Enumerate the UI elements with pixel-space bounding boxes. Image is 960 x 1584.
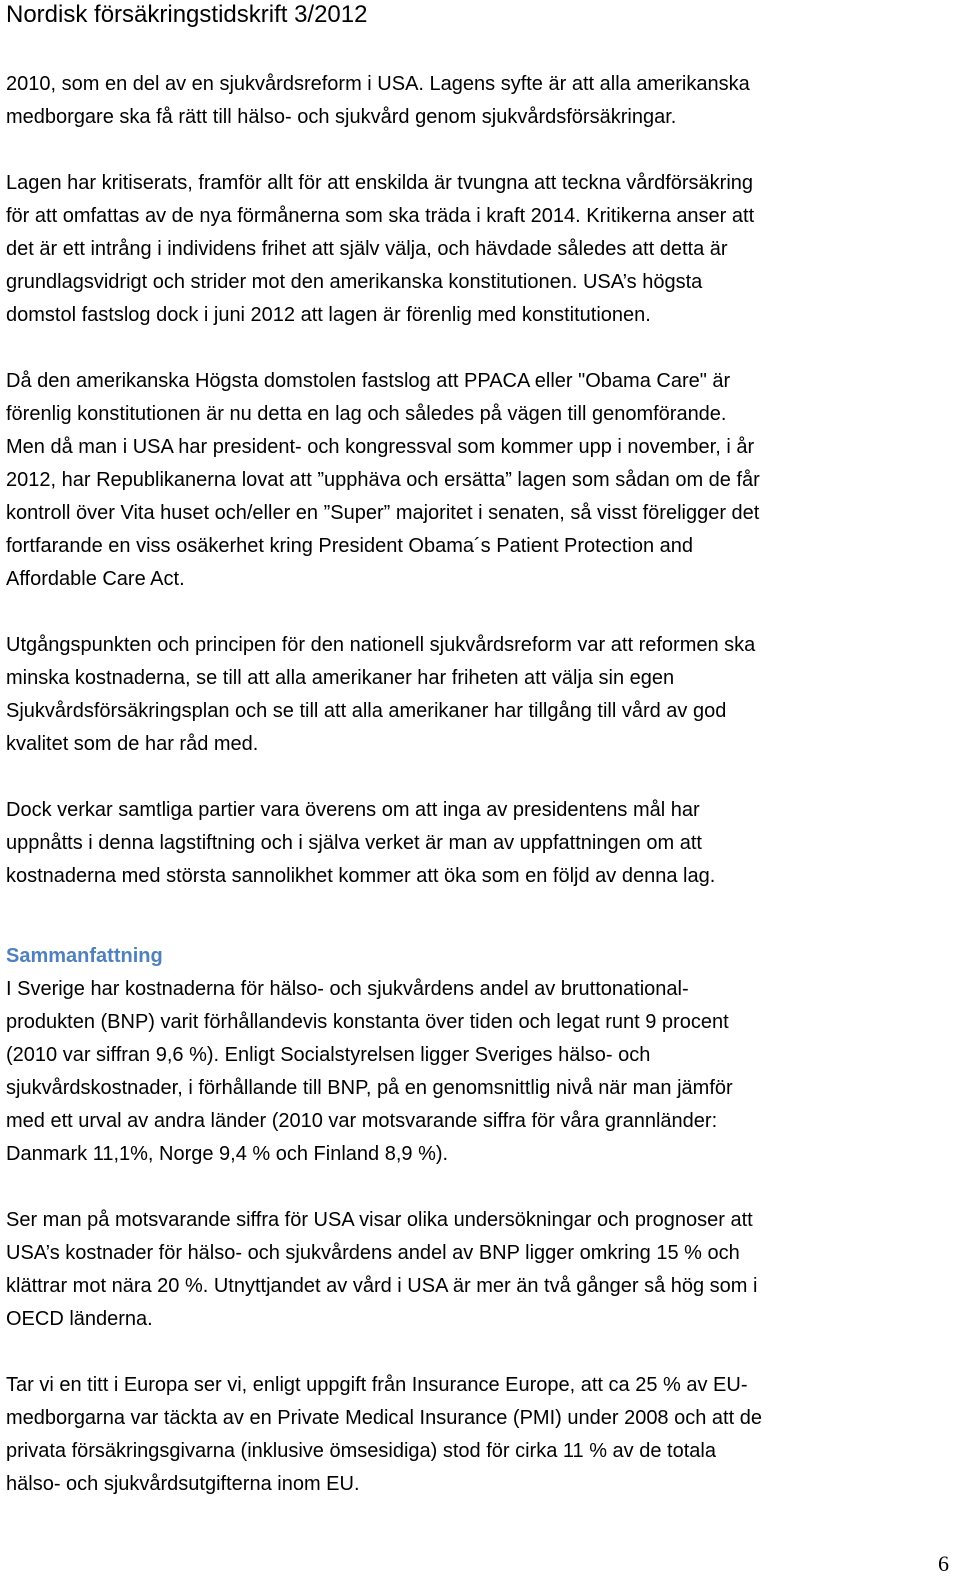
text-line: medborgare ska få rätt till hälso- och sjukvård genom sjukvårdsförsäkringar.	[6, 106, 677, 128]
text-line: fortfarande en viss osäkerhet kring President Obama´s Patient Protection and	[6, 535, 694, 557]
text-line: medborgarna var täckta av en Private Medical Insurance (PMI) under 2008 och att de	[6, 1407, 762, 1429]
text-line: Ser man på motsvarande siffra för USA visar olika undersökningar och prognoser att	[6, 1209, 753, 1231]
text-line: Tar vi en titt i Europa ser vi, enligt uppgift från Insurance Europe, att ca 25 % av EU-	[6, 1374, 748, 1396]
text-line: förenlig konstitutionen är nu detta en lag och således på vägen till genomförande.	[6, 403, 727, 425]
page-number: 6	[938, 1551, 949, 1576]
text-line: uppnåtts i denna lagstiftning och i själva verket är man av uppfattningen om att	[6, 832, 702, 854]
text-line: USA’s kostnader för hälso- och sjukvårdens andel av BNP ligger omkring 15 % och	[6, 1242, 740, 1264]
text-line: (2010 var siffran 9,6 %). Enligt Socialstyrelsen ligger Sveriges hälso- och	[6, 1044, 651, 1066]
text-line: 2012, har Republikanerna lovat att ”upphäva och ersätta” lagen som sådan om de får	[6, 469, 760, 491]
text-line: privata försäkringsgivarna (inklusive ömsesidiga) stod för cirka 11 % av de totala	[6, 1440, 716, 1462]
text-line: domstol fastslog dock i juni 2012 att lagen är förenlig med konstitutionen.	[6, 304, 651, 326]
text-line: med ett urval av andra länder (2010 var motsvarande siffra för våra grannländer:	[6, 1110, 718, 1132]
text-line: grundlagsvidrigt och strider mot den amerikanska konstitutionen. USA’s högsta	[6, 271, 703, 293]
text-line: kostnaderna med största sannolikhet kommer att öka som en följd av denna lag.	[6, 865, 716, 887]
text-line: för att omfattas av de nya förmånerna som ska träda i kraft 2014. Kritikerna anser att	[6, 205, 755, 227]
text-line: produkten (BNP) varit förhållandevis konstanta över tiden och legat runt 9 procent	[6, 1011, 729, 1033]
text-line: 2010, som en del av en sjukvårdsreform i USA. Lagens syfte är att alla amerikanska	[6, 73, 750, 95]
text-line: Affordable Care Act.	[6, 568, 185, 590]
text-line: Då den amerikanska Högsta domstolen fastslog att PPACA eller "Obama Care" är	[6, 370, 731, 392]
text-line: kontroll över Vita huset och/eller en ”Super” majoritet i senaten, så visst föreligger det	[6, 502, 760, 524]
text-line: klättrar mot nära 20 %. Utnyttjandet av vård i USA är mer än två gånger så hög som i	[6, 1275, 758, 1297]
text-line: OECD länderna.	[6, 1308, 153, 1330]
text-line: minska kostnaderna, se till att alla amerikaner har friheten att välja sin egen	[6, 667, 675, 689]
text-line: Danmark 11,1%, Norge 9,4 % och Finland 8,9 %).	[6, 1143, 449, 1165]
text-line: Men då man i USA har president- och kongressval som kommer upp i november, i år	[6, 436, 755, 458]
text-line: det är ett intrång i individens frihet att själv välja, och hävdade således att detta är	[6, 238, 728, 260]
text-line: Lagen har kritiserats, framför allt för att enskilda är tvungna att teckna vårdförsäkring	[6, 172, 754, 194]
text-line: Utgångspunkten och principen för den nationell sjukvårdsreform var att reformen ska	[6, 634, 756, 656]
section-heading-sammanfattning: Sammanfattning	[6, 945, 163, 967]
journal-header: Nordisk försäkringstidskrift 3/2012	[6, 1, 368, 28]
text-line: Dock verkar samtliga partier vara överens om att inga av presidentens mål har	[6, 799, 700, 821]
text-line: Sjukvårdsförsäkringsplan och se till att alla amerikaner har tillgång till vård av god	[6, 700, 727, 722]
text-line: sjukvårdskostnader, i förhållande till BNP, på en genomsnittlig nivå när man jämför	[6, 1077, 733, 1099]
text-line: I Sverige har kostnaderna för hälso- och sjukvårdens andel av bruttonational-	[6, 978, 689, 1000]
text-line: hälso- och sjukvårdsutgifterna inom EU.	[6, 1473, 360, 1495]
text-line: kvalitet som de har råd med.	[6, 733, 259, 755]
